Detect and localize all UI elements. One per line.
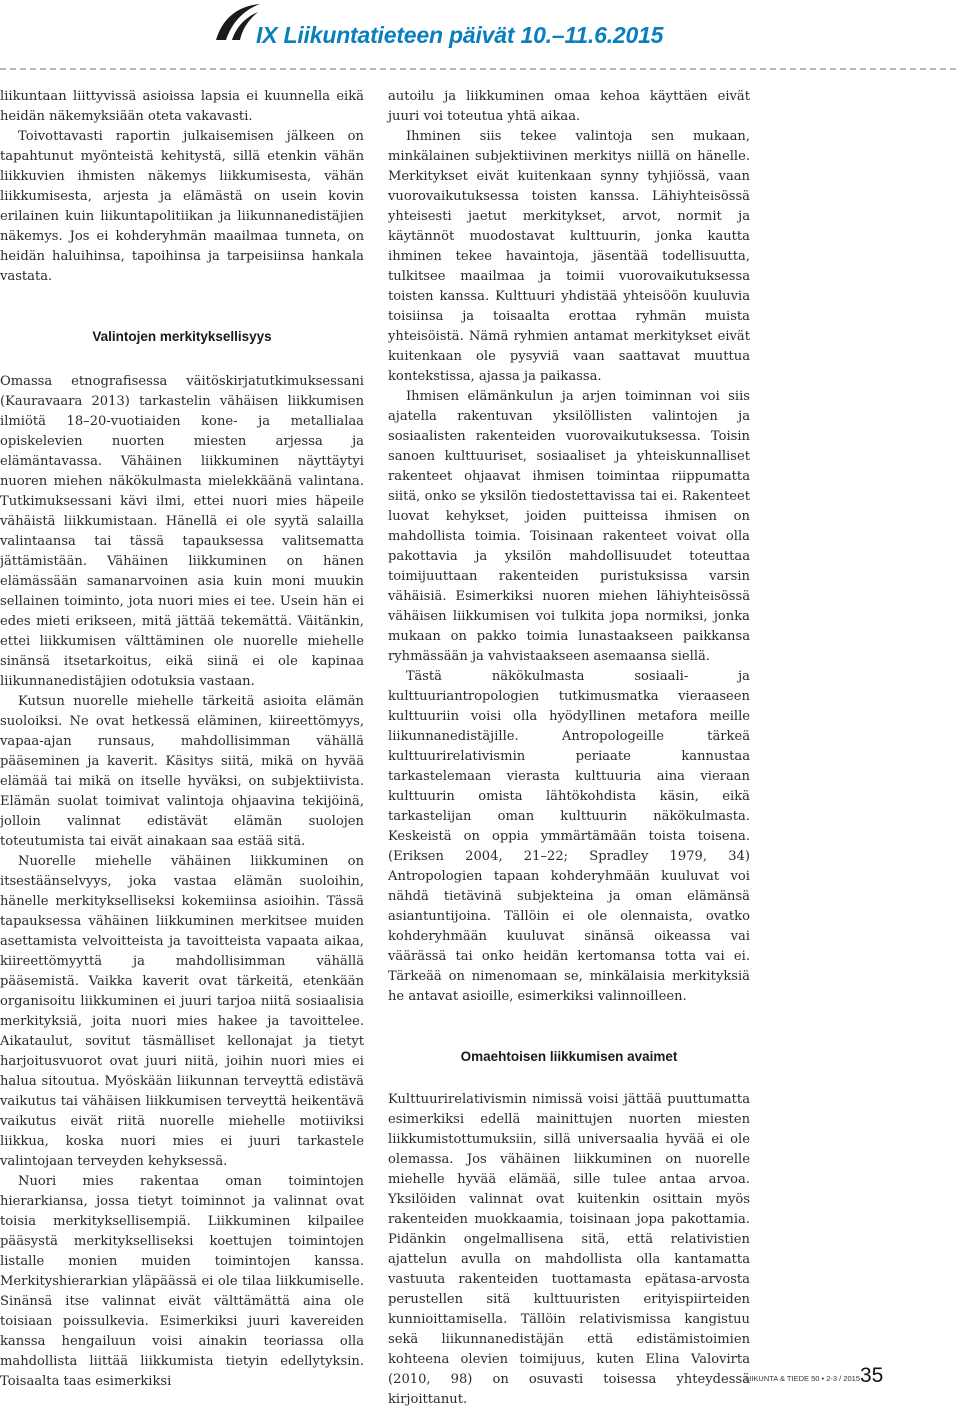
section-heading: Valintojen merkityksellisyys <box>92 329 272 344</box>
paragraph: Nuorelle miehelle vähäinen liikkuminen on itsestäänselvyys, joka vastaa elämän suoloihin, hänelle merkitykselliseksi kokemiinsa asioihin. Tässä tapauksessa vähäinen liikkuminen merkitsee muiden asettamista velvoitteista ja tavoitteista vapaata aikaa, kiireettömyyttä ja mahdollisimman vähällä pääsemistä. Vaikka kaverit ovat tärkeitä, etenkään organisoitu liikkuminen ei juuri tarjoa niitä sosiaalisia merkityksiä, joita nuori mies hakee ja tavoittelee. Aikataulut, sovitut täsmälliset kellonajat ja tietyt harjoitusvuorot ovat juuri niitä, joihin nuori mies ei halua sitoutua. Myöskään liikunnan terveyttä edistävä vaikutus tai vähäisen liikkumisen terveyttä heikentävä vaikutus eivät riitä nuorelle miehelle motiiviksi liikkua, koska nuori mies ei juuri tarkastele valintojaan terveyden kehyksessä. <box>0 854 364 1169</box>
paragraph: liikuntaan liittyvissä asioissa lapsia ei kuunnella eikä heidän näkemyksiään oteta vakavasti. <box>0 89 364 124</box>
paragraph: Kulttuurirelativismin nimissä voisi jättää puuttumatta esimerkiksi edellä mainittujen nuorten miesten liikkumistottumuksiin, sillä universaalia hyvää ei ole olemassa. Jos vähäinen liikkuminen on nuorelle miehelle hyvää elämää, sille tulee antaa arvoa. Yksilöiden valinnat ovat kuitenkin osittain myös rakenteiden muokkaamia, toisinaan jopa pakottamia. Pidänkin ongelmallisena sitä, että relativistien ajattelun avulla on mahdollista olla kantamatta vastuuta rakenteiden tuottamasta epätasa-arvosta perustellen sitä kulttuuristen erityispiirteiden kunnioittamisella. Tällöin relativismissa kangistuu sekä liikunnanedistäjän että edistämistoimien kohteena olevien toimijuus, kuten Elina Valovirta (2010, 98) on osuvasti toisessa yhteydessä kirjoittanut. <box>388 1092 750 1407</box>
section-heading: Omaehtoisen liikkumisen avaimet <box>460 1049 678 1064</box>
right-column <box>388 87 750 1410</box>
paragraph: Kutsun nuorelle miehelle tärkeitä asioita elämän suoloiksi. Ne ovat hetkessä eläminen, kiireettömyys, vapaa-ajan runsaus, mahdollisimman vähällä pääseminen ja kaverit. Käsitys siitä, mikä on hyvää elämää tai mikä on itselle hyväksi, on subjektiivista. Elämän suolat toimivat valintoja ohjaavina tekijöinä, jolloin valinnat edistävät elämän suolojen toteutumista tai eivät ainakaan saa estää sitä. <box>0 694 364 849</box>
paragraph: autoilu ja liikkuminen omaa kehoa käyttäen eivät juuri voi toteutua yhtä aikaa. <box>388 89 750 124</box>
header-divider <box>0 68 960 70</box>
paragraph: Nuori mies rakentaa oman toimintojen hierarkiansa, jossa tietyt toiminnot ja valinnat ovat toisia merkityksellisempiä. Liikkuminen kilpailee pääsystä merkitykselliseksi koettujen toimintojen listalle monien muiden toimintojen kanssa. Merkityshierarkian yläpäässä ei ole tilaa liikkumiselle. Sinänsä itse valinnat eivät välttämättä aina ole toisiaan poissulkevia. Esimerkiksi juuri kavereiden kanssa hengailuun voisi ainakin teoriassa olla mahdollista liittää liikkumista tietyin edellytyksin. Toisaalta taas esimerkiksi <box>0 1174 364 1389</box>
paragraph: Omassa etnografisessa väitöskirjatutkimuksessani (Kauravaara 2013) tarkastelin vähäisen liikkumisen ilmiötä 18–20-vuotiaiden kone- ja metallialaa opiskelevien nuorten miesten arjessa ja elämäntavassa. Vähäinen liikkuminen näyttäytyi nuoren miehen näkökulmasta mielekkäänä valintana. Tutkimuksessani kävi ilmi, ettei nuori mies häpeile vähäistä liikkumistaan. Hänellä ei ole syytä salailla valintaansa tai tässä tapauksessa valitsematta jättämistään. Vähäinen liikkuminen on hänen elämässään samanarvoinen asia kuin moni muukin sellainen toiminto, jota nuori mies ei tee. Usein hän ei edes mieti erikseen, mitä jättää tekemättä. Väitänkin, ettei liikkumisen välttäminen ole nuorelle miehelle sinänsä itsetarkoitus, eikä siinä ei ole kapinaa liikunnanedistäjien odotuksia vastaan. <box>0 374 364 689</box>
page-number: 35 <box>860 1364 884 1387</box>
paragraph: Ihminen siis tekee valintoja sen mukaan, minkälainen subjektiivinen merkitys niillä on hänelle. Merkitykset eivät kuitenkaan synny tyhjiössä, vaan vuorovaikutuksessa toisten kanssa. Lähiyhteisössä yhteisesti jaetut merkitykset, arvot, normit ja käytännöt muodostavat kulttuurin, jonka kautta ihminen tekee havaintoja, jäsentää todellisuutta, tulkitsee maailmaa ja toimii vuorovaikutuksessa toisten kanssa. Kulttuuri yhdistää yhteisöön kuuluvia toisiinsa ja toisaalta erottaa ryhmän muista yhteisöistä. Nämä ryhmien antamat merkitykset eivät kuitenkaan ole pysyviä vaan saattavat muuttua kontekstissa, ajassa ja paikassa. <box>388 129 750 384</box>
paragraph: Ihmisen elämänkulun ja arjen toiminnan voi siis ajatella rakentuvan yksilöllisten valintojen ja sosiaalisten rakenteiden vuorovaikutuksessa. Toisin sanoen kulttuuriset, sosiaaliset ja yhteiskunnalliset rakenteet ohjaavat ihmisen toimintaa riippumatta siitä, onko se yksilön tiedostettavissa tai ei. Rakenteet luovat kehykset, joiden puitteissa ihmisen on mahdollista toimia. Toisinaan rakenteet voivat olla pakottavia ja yksilön mahdollisuudet toteuttaa toimijuuttaan rakenteiden puristuksissa varsin vähäisiä. Esimerkiksi nuoren miehen lähiyhteisössä vähäisen liikkumisen voi tulkita jopa normiksi, jonka mukaan on pakko toimia lunastaakseen paikkansa ryhmässään ja vahvistaakseen asemaansa siellä. <box>388 389 750 664</box>
paragraph: Tästä näkökulmasta sosiaali- ja kulttuuriantropologien tutkimusmatka vieraaseen kulttuuriin voisi olla hyödyllinen metafora meille liikunnanedistäjille. Antropologeille tärkeä kulttuurirelativismin periaate kannustaa tarkastelemaan vierasta kulttuuria aina vieraan kulttuurin omista lähtökohdista käsin, eikä tarkastelijan oman kulttuurin näkökulmasta. Keskeistä on oppia ymmärtämään toista toisena. (Eriksen 2004, 21–22; Spradley 1979, 34) Antropologien tapaan kohderyhmään kuuluvat voi nähdä tietävinä subjekteina ja oman elämänsä asiantuntijoina. Tällöin ei ole olennaista, ovatko kohderyhmään kuuluvat sinänsä oikeassa vai väärässä tai onko heidän kertomansa totta vai ei. Tärkeää on nimenomaan se, minkälaisia merkityksiä he antavat asioille, esimerkiksi valinnoilleen. <box>388 669 750 1004</box>
paragraph: Toivottavasti raportin julkaisemisen jälkeen on tapahtunut myönteistä kehitystä, sillä etenkin vähän liikkuvien ihmisten näkemys liikkumisesta, vähän liikkumisesta, arjesta ja elämästä on usein kovin erilainen kuin liikuntapolitiikan ja liikunnanedistäjien näkemys. Jos ei kohderyhmän maailmaa tunneta, on heidän haluihinsa, tapoihinsa ja tarpeisiinsa hankala vastata. <box>0 129 364 284</box>
journal-footer: LIIKUNTA & TIEDE 50 • 2-3 / 2015 <box>745 1374 860 1383</box>
left-column <box>0 87 364 1392</box>
header-title: IX Liikuntatieteen päivät 10.–11.6.2015 <box>256 22 664 48</box>
swoosh-logo-icon <box>214 2 262 42</box>
